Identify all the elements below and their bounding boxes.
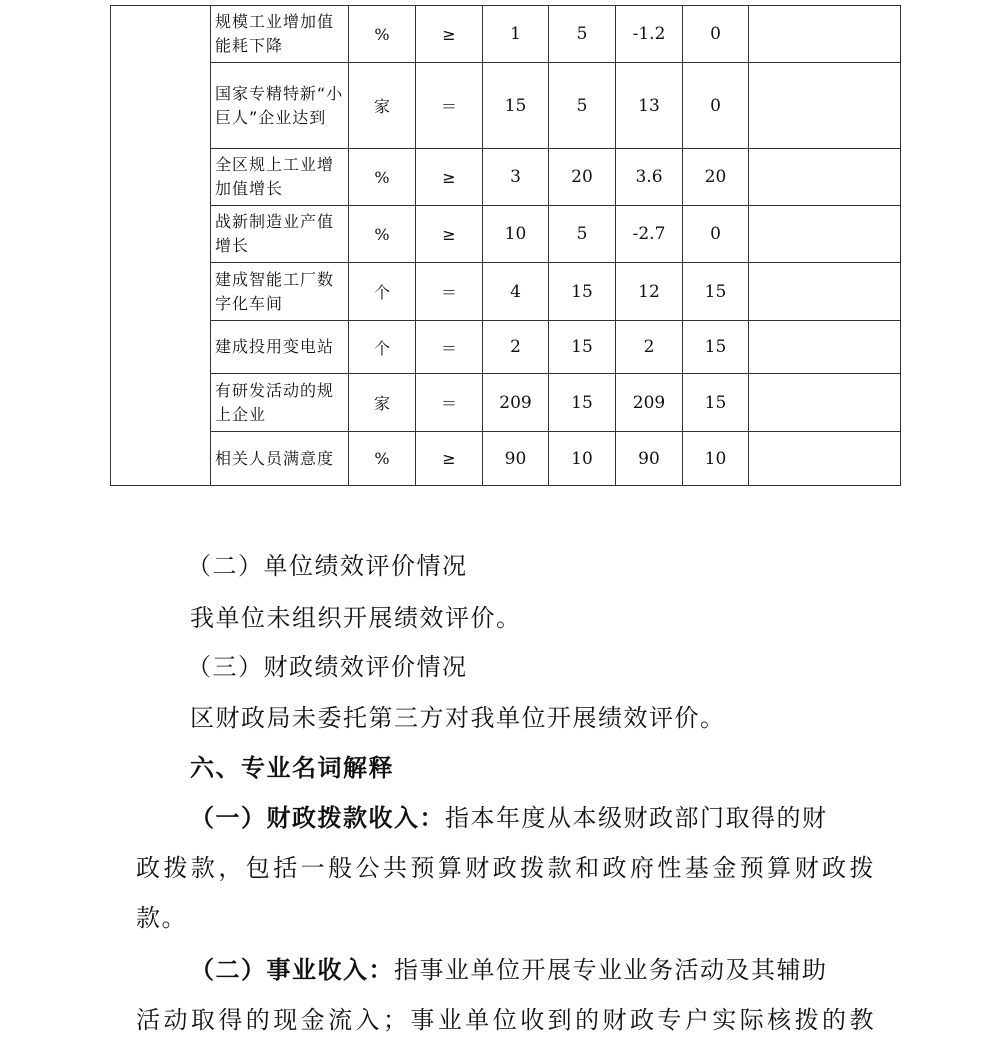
indicator-score: 0 <box>683 63 749 149</box>
unit-eval-heading: （二）单位绩效评价情况 <box>187 552 468 580</box>
indicator-unit: % <box>349 432 416 486</box>
indicator-unit: 个 <box>349 321 416 374</box>
indicator-name: 建成投用变电站 <box>211 321 349 374</box>
indicator-unit: % <box>349 206 416 263</box>
indicator-note <box>749 374 901 432</box>
indicator-note <box>749 206 901 263</box>
term1-label: （一）财政拨款收入： <box>190 804 445 832</box>
indicator-score: 0 <box>683 6 749 63</box>
table-row <box>111 263 901 321</box>
indicator-target: 10 <box>483 206 549 263</box>
indicator-target: 90 <box>483 432 549 486</box>
indicator-weight: 15 <box>549 321 616 374</box>
indicator-name: 有研发活动的规上企业 <box>211 374 349 432</box>
indicator-note <box>749 149 901 206</box>
indicator-note <box>749 6 901 63</box>
indicator-weight: 5 <box>549 206 616 263</box>
indicator-note <box>749 263 901 321</box>
term2-text-2: 活动取得的现金流入；事业单位收到的财政专户实际核拨的教 <box>136 1006 875 1034</box>
fiscal-eval-heading: （三）财政绩效评价情况 <box>187 653 468 681</box>
indicator-target: 4 <box>483 263 549 321</box>
indicator-operator: ＝ <box>416 321 483 374</box>
table-row <box>111 374 901 432</box>
indicator-unit: 家 <box>349 374 416 432</box>
indicator-score: 15 <box>683 374 749 432</box>
indicator-weight: 5 <box>549 6 616 63</box>
indicator-note <box>749 432 901 486</box>
indicator-target: 2 <box>483 321 549 374</box>
term2-label: （二）事业收入： <box>190 956 394 984</box>
indicator-actual: -2.7 <box>616 206 683 263</box>
indicator-operator: ≥ <box>416 432 483 486</box>
indicator-target: 1 <box>483 6 549 63</box>
indicator-name: 建成智能工厂数字化车间 <box>211 263 349 321</box>
indicator-score: 15 <box>683 263 749 321</box>
table-row <box>111 63 901 149</box>
indicator-score: 0 <box>683 206 749 263</box>
indicator-operator: ≥ <box>416 206 483 263</box>
indicator-weight: 5 <box>549 63 616 149</box>
indicator-actual: 12 <box>616 263 683 321</box>
indicator-actual: 13 <box>616 63 683 149</box>
indicator-actual: 209 <box>616 374 683 432</box>
table-row <box>111 432 901 486</box>
indicator-score: 10 <box>683 432 749 486</box>
term1-text-3: 款。 <box>136 904 187 932</box>
indicator-actual: 90 <box>616 432 683 486</box>
table-row <box>111 149 901 206</box>
indicator-name: 国家专精特新“小巨人”企业达到 <box>211 63 349 149</box>
indicator-note <box>749 321 901 374</box>
indicator-note <box>749 63 901 149</box>
indicator-target: 209 <box>483 374 549 432</box>
indicator-score: 20 <box>683 149 749 206</box>
term2-paragraph-line1 <box>190 955 875 985</box>
indicator-operator: ≥ <box>416 149 483 206</box>
indicator-weight: 15 <box>549 263 616 321</box>
indicator-name: 全区规上工业增加值增长 <box>211 149 349 206</box>
table-row <box>111 321 901 374</box>
term2-text-1: 指事业单位开展专业业务活动及其辅助 <box>394 956 828 984</box>
indicator-unit: % <box>349 6 416 63</box>
indicator-target: 15 <box>483 63 549 149</box>
indicator-operator: ＝ <box>416 63 483 149</box>
indicator-score: 15 <box>683 321 749 374</box>
fiscal-eval-text: 区财政局未委托第三方对我单位开展绩效评价。 <box>190 704 726 732</box>
indicator-target: 3 <box>483 149 549 206</box>
category-cell <box>111 6 211 486</box>
indicator-unit: 个 <box>349 263 416 321</box>
term1-text-1: 指本年度从本级财政部门取得的财 <box>445 804 828 832</box>
term1-paragraph-line1 <box>190 803 875 833</box>
indicator-unit: % <box>349 149 416 206</box>
performance-indicator-table <box>110 5 901 486</box>
indicator-name: 战新制造业产值增长 <box>211 206 349 263</box>
table-row <box>111 6 901 63</box>
indicator-operator: ＝ <box>416 374 483 432</box>
indicator-weight: 10 <box>549 432 616 486</box>
indicator-operator: ≥ <box>416 6 483 63</box>
indicator-operator: ＝ <box>416 263 483 321</box>
indicator-weight: 15 <box>549 374 616 432</box>
indicator-actual: 3.6 <box>616 149 683 206</box>
term1-text-2: 政拨款，包括一般公共预算财政拨款和政府性基金预算财政拨 <box>136 854 875 882</box>
indicator-actual: -1.2 <box>616 6 683 63</box>
indicator-name: 相关人员满意度 <box>211 432 349 486</box>
table-row <box>111 206 901 263</box>
indicator-name: 规模工业增加值能耗下降 <box>211 6 349 63</box>
indicator-actual: 2 <box>616 321 683 374</box>
indicator-unit: 家 <box>349 63 416 149</box>
unit-eval-text: 我单位未组织开展绩效评价。 <box>190 604 522 632</box>
glossary-heading: 六、专业名词解释 <box>190 754 394 782</box>
indicator-weight: 20 <box>549 149 616 206</box>
